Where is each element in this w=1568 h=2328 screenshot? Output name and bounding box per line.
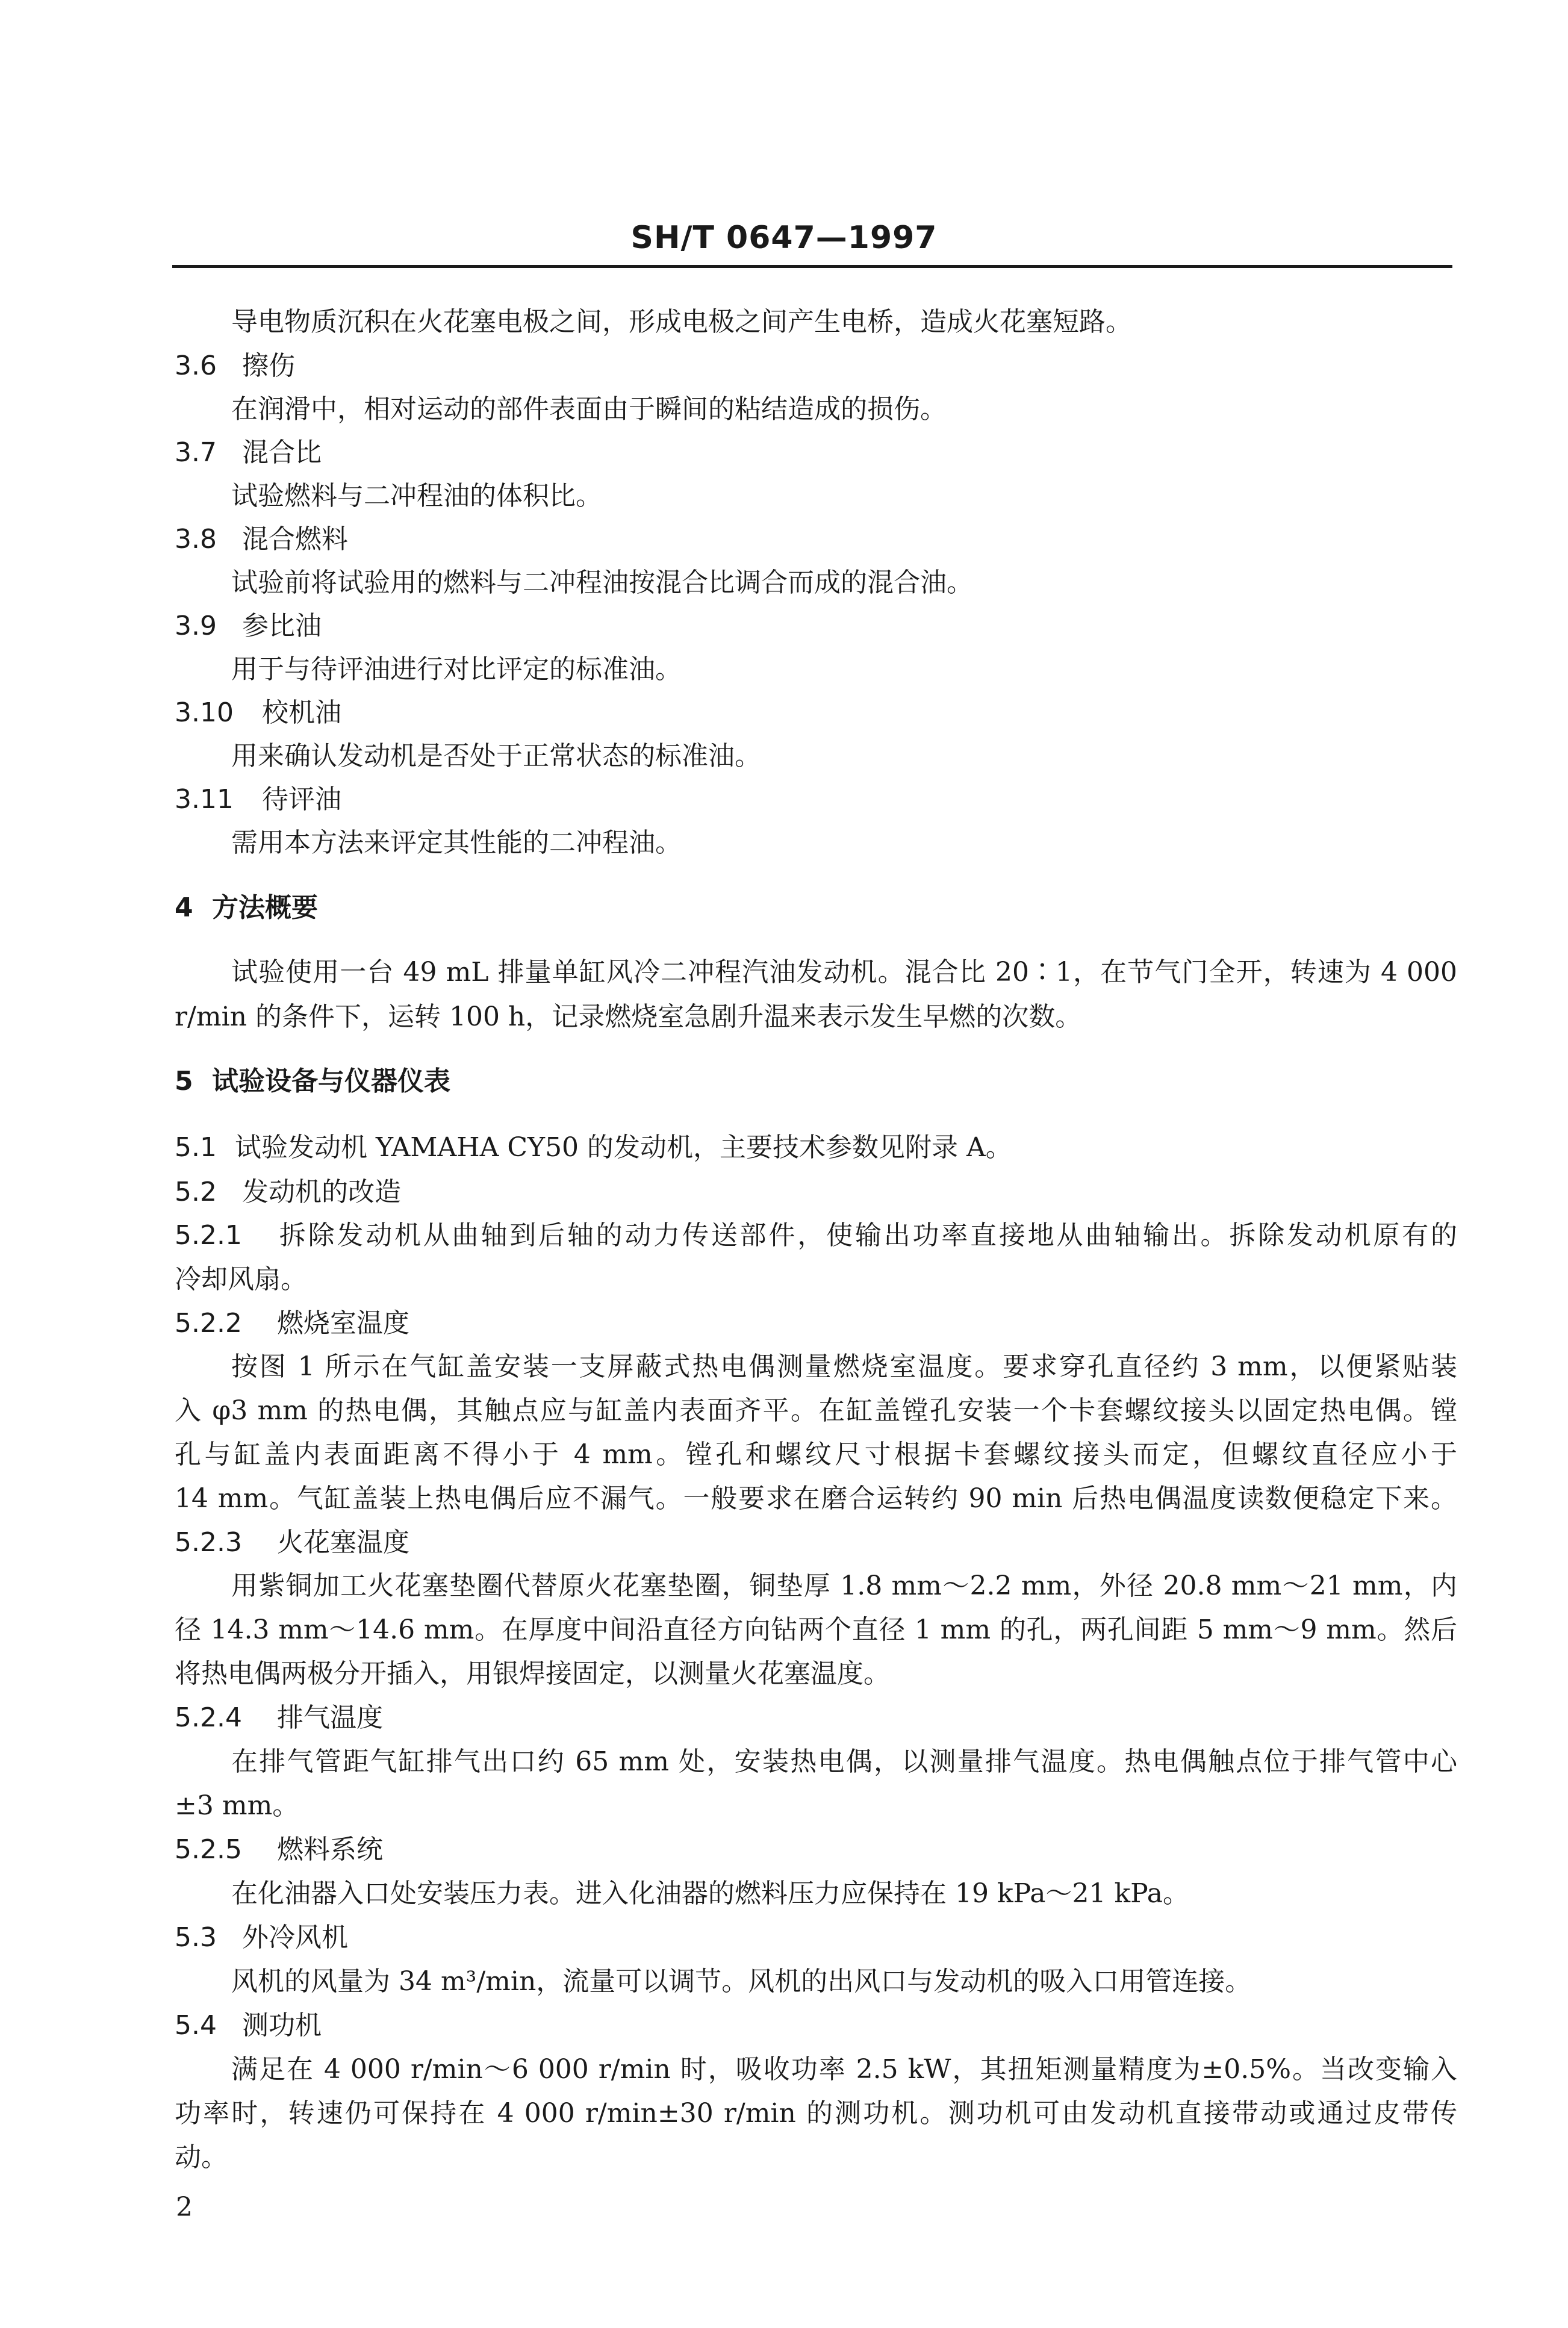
body-text: 试验燃料与二冲程油的体积比。 [231, 481, 602, 511]
section-heading-5-2-2 [175, 1306, 409, 1342]
body-text: 满足在 4 000 r/min～6 000 r/min 时，吸收功率 2.5 kW，其扭矩测量精度为±0.5%。当改变输入 [231, 2054, 1457, 2085]
section-title: 待评油 [262, 784, 341, 815]
section-heading-5-2-4 [175, 1700, 383, 1736]
body-text: 动。 [175, 2142, 228, 2173]
section-title: 试验设备与仪器仪表 [212, 1066, 450, 1097]
page-number: 2 [176, 2192, 193, 2223]
section-title: 方法概要 [212, 892, 318, 923]
section-number: 4 [175, 892, 193, 923]
body-text: 试验使用一台 49 mL 排量单缸风冷二冲程汽油发动机。混合比 20∶1，在节气门全开，转速为 4 000 [231, 957, 1457, 988]
header-rule [172, 265, 1452, 268]
body-text: 将热电偶两极分开插入，用银焊接固定，以测量火花塞温度。 [175, 1658, 890, 1689]
section-5-2-1 [175, 1218, 1457, 1254]
section-title: 参比油 [242, 611, 322, 641]
body-text: 径 14.3 mm～14.6 mm。在厚度中间沿直径方向钻两个直径 1 mm 的孔，两孔间距 5 mm～9 mm。然后 [175, 1614, 1457, 1645]
body-text: 入 φ3 mm 的热电偶，其触点应与缸盖内表面齐平。在缸盖镗孔安装一个卡套螺纹接头以固定热电偶。镗 [175, 1395, 1457, 1426]
standard-code-header: SH/T 0647—1997 [630, 220, 938, 256]
section-number: 5.4 [175, 2010, 217, 2041]
section-heading-3-8 [175, 521, 348, 558]
section-title: 发动机的改造 [242, 1177, 401, 1207]
section-number: 5.2.4 [175, 1702, 242, 1733]
section-number: 5.2.1 [175, 1220, 242, 1251]
section-title: 测功机 [242, 2010, 322, 2041]
section-heading-5-2 [175, 1174, 401, 1210]
body-text: 试验前将试验用的燃料与二冲程油按混合比调合而成的混合油。 [231, 567, 973, 598]
section-number: 5.3 [175, 1922, 217, 1953]
section-number: 5.1 [175, 1132, 217, 1163]
body-text: 用紫铜加工火花塞垫圈代替原火花塞垫圈，铜垫厚 1.8 mm～2.2 mm，外径 20.8 mm～21 mm，内 [231, 1570, 1457, 1601]
section-heading-5-3 [175, 1920, 348, 1956]
section-heading-3-7 [175, 435, 322, 471]
section-title: 燃烧室温度 [277, 1308, 409, 1339]
section-number: 5.2.2 [175, 1308, 242, 1339]
section-number: 5 [175, 1066, 193, 1097]
section-heading-3-6 [175, 348, 295, 384]
body-text: 需用本方法来评定其性能的二冲程油。 [231, 827, 682, 858]
section-heading-3-9 [175, 608, 322, 644]
section-number: 3.6 [175, 350, 217, 381]
section-title: 火花塞温度 [277, 1527, 409, 1558]
body-text: 在排气管距气缸排气出口约 65 mm 处，安装热电偶，以测量排气温度。热电偶触点位于排气管中心 [231, 1746, 1457, 1777]
section-number: 5.2.5 [175, 1834, 242, 1865]
section-5-1 [175, 1130, 1012, 1166]
section-title: 校机油 [262, 697, 341, 728]
section-title: 燃料系统 [277, 1834, 383, 1865]
section-title: 混合比 [242, 437, 322, 468]
body-text: 用来确认发动机是否处于正常状态的标准油。 [231, 741, 761, 771]
section-number: 3.7 [175, 437, 217, 468]
section-heading-4 [175, 890, 318, 926]
body-text: 导电物质沉积在火花塞电极之间，形成电极之间产生电桥，造成火花塞短路。 [231, 307, 1132, 337]
section-text: 拆除发动机从曲轴到后轴的动力传送部件，使输出功率直接地从曲轴输出。拆除发动机原有的 [277, 1220, 1457, 1251]
section-heading-5-4 [175, 2008, 322, 2044]
section-heading-5-2-3 [175, 1525, 409, 1561]
section-number: 3.8 [175, 524, 217, 555]
section-text: 试验发动机 YAMAHA CY50 的发动机，主要技术参数见附录 A。 [235, 1132, 1012, 1163]
section-title: 外冷风机 [242, 1922, 348, 1953]
body-text: 功率时，转速仍可保持在 4 000 r/min±30 r/min 的测功机。测功机可由发动机直接带动或通过皮带传 [175, 2098, 1457, 2129]
section-heading-3-10 [175, 695, 341, 731]
body-text: ±3 mm。 [175, 1790, 299, 1821]
section-title: 排气温度 [277, 1702, 383, 1733]
section-heading-5 [175, 1063, 450, 1100]
section-heading-3-11 [175, 782, 341, 818]
section-heading-5-2-5 [175, 1832, 383, 1868]
body-text: 14 mm。气缸盖装上热电偶后应不漏气。一般要求在磨合运转约 90 min 后热电偶温度读数便稳定下来。 [175, 1483, 1457, 1514]
body-text: r/min 的条件下，运转 100 h，记录燃烧室急剧升温来表示发生早燃的次数。 [175, 1001, 1082, 1032]
section-number: 5.2.3 [175, 1527, 242, 1558]
body-text: 冷却风扇。 [175, 1264, 307, 1295]
body-text: 孔与缸盖内表面距离不得小于 4 mm。镗孔和螺纹尺寸根据卡套螺纹接头而定，但螺纹直径应小于 [175, 1439, 1457, 1470]
body-text: 在化油器入口处安装压力表。进入化油器的燃料压力应保持在 19 kPa～21 kPa。 [231, 1878, 1189, 1909]
section-number: 3.11 [175, 784, 234, 815]
body-text: 风机的风量为 34 m³/min，流量可以调节。风机的出风口与发动机的吸入口用管连接。 [231, 1966, 1252, 1997]
section-number: 3.9 [175, 611, 217, 641]
section-number: 3.10 [175, 697, 234, 728]
section-title: 混合燃料 [242, 524, 348, 555]
section-title: 擦伤 [242, 350, 295, 381]
body-text: 用于与待评油进行对比评定的标准油。 [231, 654, 682, 685]
section-number: 5.2 [175, 1177, 217, 1207]
body-text: 在润滑中，相对运动的部件表面由于瞬间的粘结造成的损伤。 [231, 394, 947, 425]
body-text: 按图 1 所示在气缸盖安装一支屏蔽式热电偶测量燃烧室温度。要求穿孔直径约 3 mm，以便紧贴装 [231, 1351, 1457, 1382]
